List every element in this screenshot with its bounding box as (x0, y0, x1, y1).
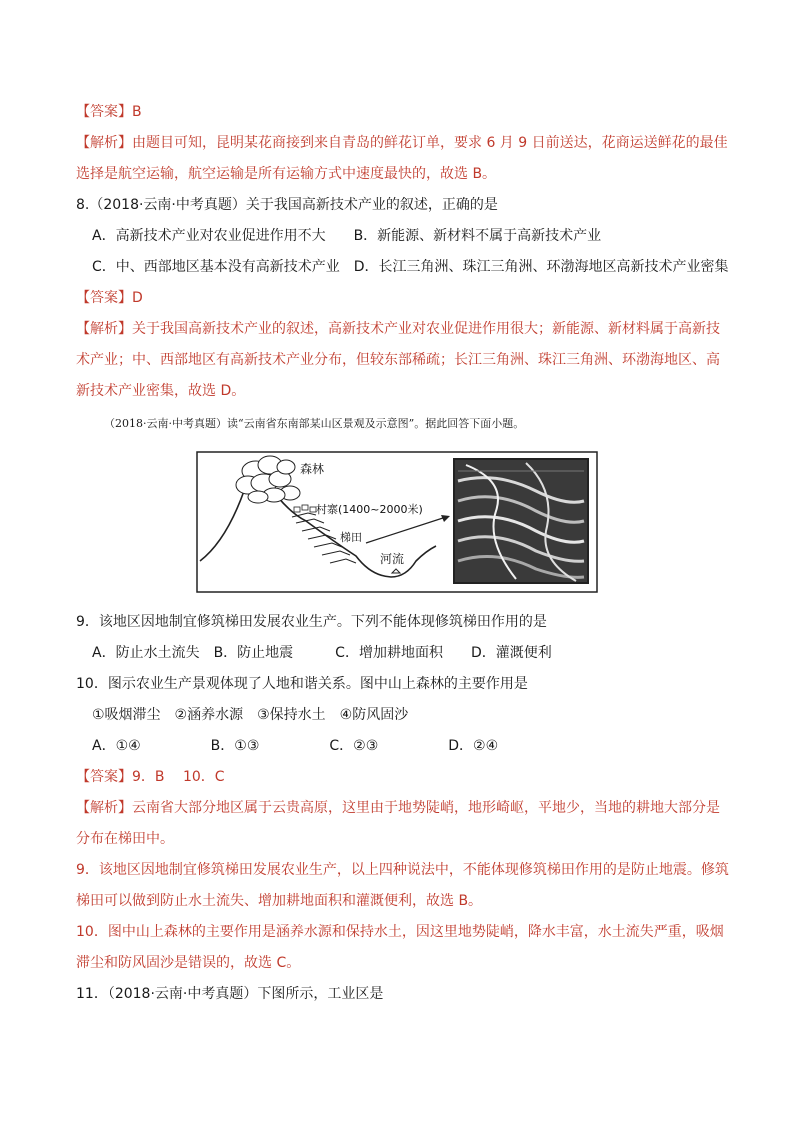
label-terrace: 梯田 (340, 531, 362, 544)
terrace-photo (454, 459, 588, 583)
question-10-options: A．①④ B．①③ C．②③ D．②④ (92, 738, 499, 754)
answer-value: 9．B 10．C (132, 769, 225, 785)
explanation-9: 9．该地区因地制宜修筑梯田发展农业生产，以上四种说法中，不能体现修筑梯田作用的是防止地震。修筑 (76, 862, 729, 878)
question-11-stem: 11．（2018·云南·中考真题）下图所示，工业区是 (76, 986, 384, 1002)
answer-line-9-10 (76, 767, 225, 787)
analysis-text: 由题目可知，昆明某花商接到来自青岛的鲜花订单，要求 6 月 9 日前送达，花商运送鲜花的最佳 (132, 135, 728, 151)
explanation-9-cont: 梯田可以做到防止水土流失、增加耕地面积和灌溉便利，故选 B。 (76, 893, 483, 909)
question-8-stem: 8.（2018·云南·中考真题）关于我国高新技术产业的叙述，正确的是 (76, 197, 498, 213)
answer-line-8 (76, 288, 143, 308)
answer-tag: 【答案】 (76, 769, 132, 785)
label-forest: 森林 (300, 462, 325, 476)
answer-line-7 (76, 102, 142, 122)
analysis-text: 云南省大部分地区属于云贵高原，这里由于地势陡峭，地形崎岖，平地少，当地的耕地大部分是 (132, 800, 720, 816)
answer-tag: 【答案】 (76, 104, 132, 120)
analysis-text-cont: 选择是航空运输，航空运输是所有运输方式中速度最快的，故选 B。 (76, 166, 497, 182)
answer-value: D (132, 290, 143, 306)
answer-tag: 【答案】 (76, 290, 132, 306)
question-8-options-2: C．中、西部地区基本没有高新技术产业 D．长江三角洲、珠江三角洲、环渤海地区高新技术产业密集 (92, 259, 729, 275)
landscape-diagram (196, 451, 598, 593)
analysis-text-cont: 新技术产业密集，故选 D。 (76, 383, 246, 399)
question-10-stem: 10．图示农业生产景观体现了人地和谐关系。图中山上森林的主要作用是 (76, 676, 528, 692)
analysis-line-8 (76, 319, 720, 339)
group-intro: （2018·云南·中考真题）读“云南省东南部某山区景观及示意图”。据此回答下面小题。 (104, 417, 525, 430)
analysis-line-9-10 (76, 798, 720, 818)
explanation-10: 10．图中山上森林的主要作用是涵养水源和保持水土，因这里地势陡峭，降水丰富，水土流失严重，吸烟 (76, 924, 724, 940)
question-8-options-1: A．高新技术产业对农业促进作用不大 B．新能源、新材料不属于高新技术产业 (92, 228, 602, 244)
question-9-options: A．防止水土流失 B．防止地震 C．增加耕地面积 D．灌溉便利 (92, 645, 552, 661)
analysis-text-cont: 分布在梯田中。 (76, 831, 174, 847)
landscape-figure (196, 451, 598, 593)
analysis-tag: 【解析】 (76, 800, 132, 816)
analysis-line (76, 133, 728, 153)
question-9-stem: 9．该地区因地制宜修筑梯田发展农业生产。下列不能体现修筑梯田作用的是 (76, 614, 547, 630)
analysis-tag: 【解析】 (76, 321, 132, 337)
analysis-text-cont: 术产业；中、西部地区有高新技术产业分布，但较东部稀疏；长江三角洲、珠江三角洲、环渤海地区、高 (76, 352, 720, 368)
analysis-text: 关于我国高新技术产业的叙述，高新技术产业对农业促进作用很大；新能源、新材料属于高新技 (132, 321, 720, 337)
label-river: 河流 (380, 552, 405, 566)
answer-value: B (132, 104, 142, 120)
analysis-tag: 【解析】 (76, 135, 132, 151)
explanation-10-cont: 滞尘和防风固沙是错误的，故选 C。 (76, 955, 301, 971)
label-village: 村寨(1400~2000米) (316, 503, 423, 516)
question-10-items: ①吸烟滞尘 ②涵养水源 ③保持水土 ④防风固沙 (92, 707, 409, 723)
